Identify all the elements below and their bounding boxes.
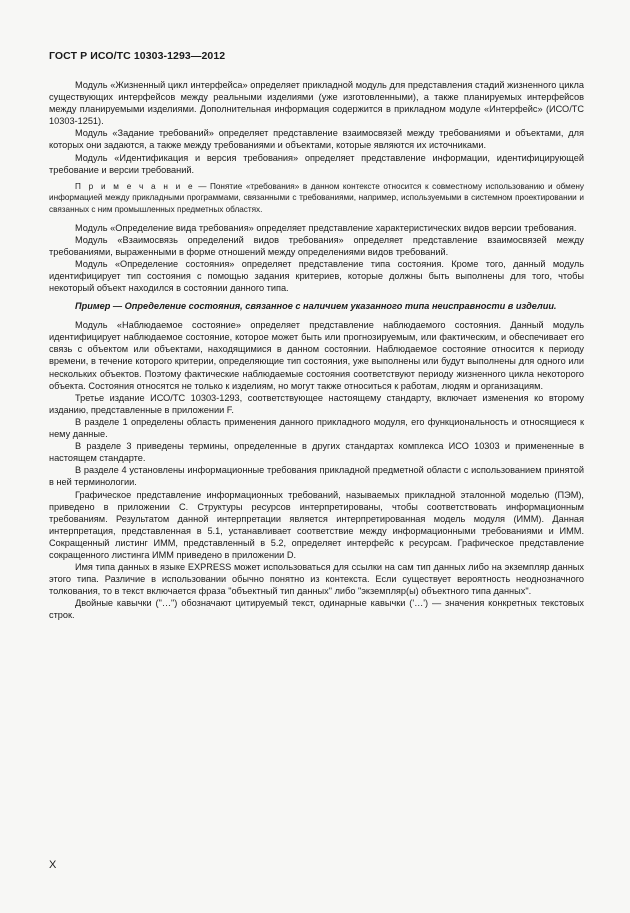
paragraph: В разделе 4 установлены информационные требования прикладной предметной области с использованием принятой в ней терминологии. <box>49 465 584 488</box>
document-body <box>49 79 584 622</box>
example: Пример — Определение состояния, связанное с наличием указанного типа неисправности в изделии. <box>75 301 557 312</box>
paragraph: Двойные кавычки ("…") обозначают цитируемый текст, одинарные кавычки ('…') — значения конкретных текстовых строк. <box>49 598 584 621</box>
note <box>49 181 584 216</box>
paragraph: Модуль «Жизненный цикл интерфейса» определяет прикладной модуль для представления стадий жизненного цикла существующих интерфейсов между реальными изделиями (уже изготовленными), а также планируемых интерфейсов между планируемыми изделиями. Дополнительная информация содержится в прикладном модуле «Интерфейс» (ИСО/ТС 10303-1251). <box>49 80 584 127</box>
paragraph: В разделе 3 приведены термины, определенные в других стандартах комплекса ИСО 10303 и примененные в настоящем стандарте. <box>49 441 584 464</box>
paragraph: Модуль «Взаимосвязь определений видов требования» определяет представление взаимосвязей между требованиями, выраженными в форме отношений между определениями видов требований. <box>49 234 584 257</box>
paragraph: Третье издание ИСО/ТС 10303-1293, соответствующее настоящему стандарту, включает изменения ко второму изданию, представленные в приложении F. <box>49 392 584 415</box>
paragraph: В разделе 1 определены область применения данного прикладного модуля, его функциональность и относящиеся к нему данные. <box>49 416 584 440</box>
paragraph: Модуль «Наблюдаемое состояние» определяет представление наблюдаемого состояния. Данный модуль идентифицирует наблюдаемое состояние, которое может быть или прогнозируемым, или фактическим, и обеспечивает его связь с объектом или объектами, находящимися в данном состоянии. Наблюдаемое состояние относится к периоду времени, в течение которого критерии, определяющие тип состояния, уже выполнены или будут выполнены для одного или нескольких объектов. Поэтому фактические наблюдаемые состояния соответствуют периоду жизненного цикла некоторого объекта. Состояния относятся не только к изделиям, но могут также относиться к работам, людям и организациям. <box>49 320 584 391</box>
paragraph: Графическое представление информационных требований, называемых прикладной эталонной моделью (ПЭМ), приведено в приложении С. Структуры ресурсов интерпретированы, чтобы соответствовать информационным требованиям. Результатом данной интерпретации является интерпретированная модель модуля (ИММ). Данная интерпретация, представленная в 5.1, устанавливает соответствие между информационными требованиями и ИММ. Сокращенный листинг ИММ, представленный в 5.2, определяет интерфейс к ресурсам. Графическое представление сокращенного листинга ИММ приведено в приложении D. <box>49 489 584 560</box>
paragraph: Имя типа данных в языке EXPRESS может использоваться для ссылки на сам тип данных либо на экземпляр данных этого типа. Различие в использовании обычно понятно из контекста. Если существует вероятность неоднозначного толкования, то в текст включается фраза "объектный тип данных" либо "экземпляр(ы) объектного типа данных". <box>49 562 584 597</box>
note-text: — Понятие «требования» в данном контексте относится к совместному использованию и обмену информацией между прикладными программами, связанными с требованиями, например, используемыми в системном проектировании и связанных с ним промышленных предметных областях. <box>49 181 584 214</box>
page-number: X <box>49 859 57 871</box>
paragraph: Модуль «Идентификация и версия требования» определяет представление информации, идентифицирующей требование и версии требований. <box>49 152 584 175</box>
paragraph: Модуль «Задание требований» определяет представление взаимосвязей между требованиями и объектами, для которых они задаются, а также между требованиями и объектами, которые являются их источниками. <box>49 128 584 151</box>
paragraph: Модуль «Определение вида требования» определяет представление характеристических видов версии требования. <box>75 222 577 233</box>
note-label: П р и м е ч а н и е <box>75 181 195 191</box>
page-header: ГОСТ Р ИСО/ТС 10303-1293—2012 <box>49 50 226 62</box>
paragraph: Модуль «Определение состояния» определяет представление типа состояния. Кроме того, данный модуль идентифицирует тип состояния с помощью задания критериев, которые должны быть выполнены для того, чтобы некоторый объект находился в состоянии данного типа. <box>49 258 584 293</box>
